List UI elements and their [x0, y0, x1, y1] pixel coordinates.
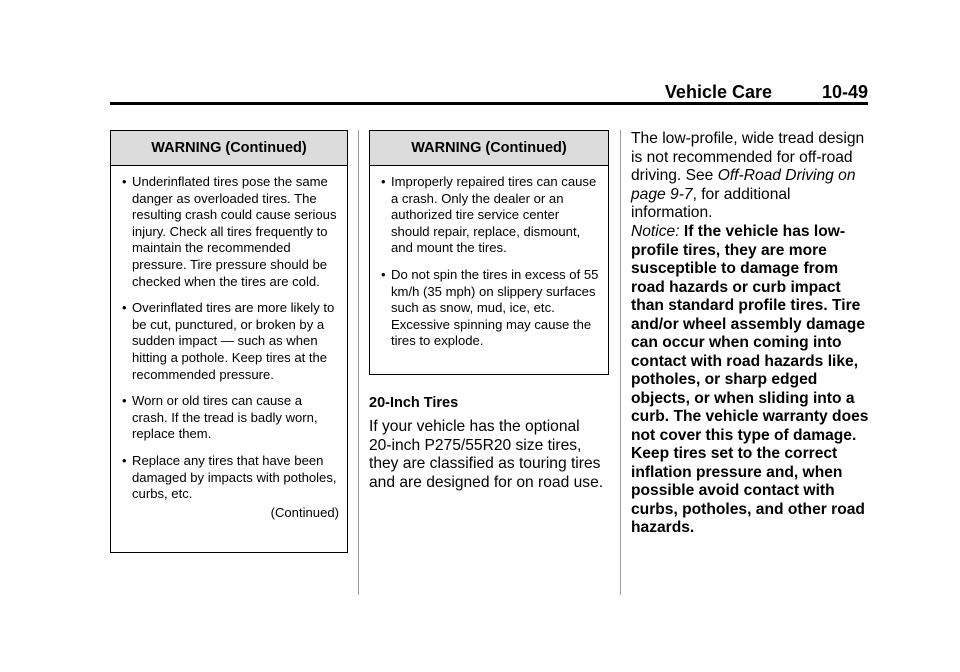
intro-text-end: , for additional information. [631, 185, 791, 221]
warning-item: • Improperly repaired tires can cause a crash. Only the dealer or an authorized tire service center should repair, replace, dismount, and mount the tires. [381, 174, 600, 257]
column-divider-1 [358, 130, 359, 595]
warning-item: • Worn or old tires can cause a crash. If the tread is badly worn, replace them. [122, 393, 339, 443]
intro-paragraph [631, 130, 866, 223]
warning-item: • Do not spin the tires in excess of 55 km/h (35 mph) on slippery surfaces such as snow, mud, ice, etc. Excessive spinning may cause the tires to explode. [381, 267, 600, 350]
section-title: Vehicle Care [664, 82, 772, 102]
warning-item: • Replace any tires that have been damaged by impacts with potholes, curbs, etc. [122, 453, 339, 503]
page-number: 10-49 [821, 82, 868, 102]
warning-item: • Underinflated tires pose the same danger as overloaded tires. The resulting crash could cause serious injury. Check all tires frequently to maintain the recommended pressure. Tire pressure should be checked when the tires are cold. [122, 174, 339, 290]
header-rule [110, 102, 868, 105]
notice-paragraph [631, 223, 876, 538]
warning-list [111, 166, 347, 503]
warning-box-left [110, 130, 348, 553]
warning-item: • Overinflated tires are more likely to be cut, punctured, or broken by a sudden impact — such as when hitting a pothole. Keep tires at the recommended pressure. [122, 300, 339, 383]
cross-reference-link[interactable]: Off-Road Driving on page 9-7 [631, 167, 856, 203]
section-heading: 20-Inch Tires [369, 395, 459, 411]
column-divider-2 [620, 130, 621, 595]
notice-text: If the vehicle has low-profile tires, they are more susceptible to damage from road hazards or curb impact than standard profile tires. Tire and/or wheel assembly damage can occur when coming into contact with road hazards like, potholes, or sharp edged objects, or when sliding into a curb. The vehicle warranty does not cover this type of damage. Keep tires set to the correct inflation pressure and, when possible avoid contact with curbs, potholes, and other road hazards. [631, 223, 869, 536]
warning-title: WARNING (Continued) [370, 131, 608, 166]
continued-label: (Continued) [270, 504, 339, 520]
warning-list [370, 166, 608, 350]
notice-label: Notice: [631, 223, 680, 240]
warning-title: WARNING (Continued) [111, 131, 347, 166]
section-body: If your vehicle has the optional 20-inch P275/55R20 size tires, they are classified as touring tires and are designed for on road use. [369, 418, 604, 491]
warning-box-middle [369, 130, 609, 375]
intro-text: The low-profile, wide tread design is not recommended for off-road driving. See [631, 130, 865, 184]
